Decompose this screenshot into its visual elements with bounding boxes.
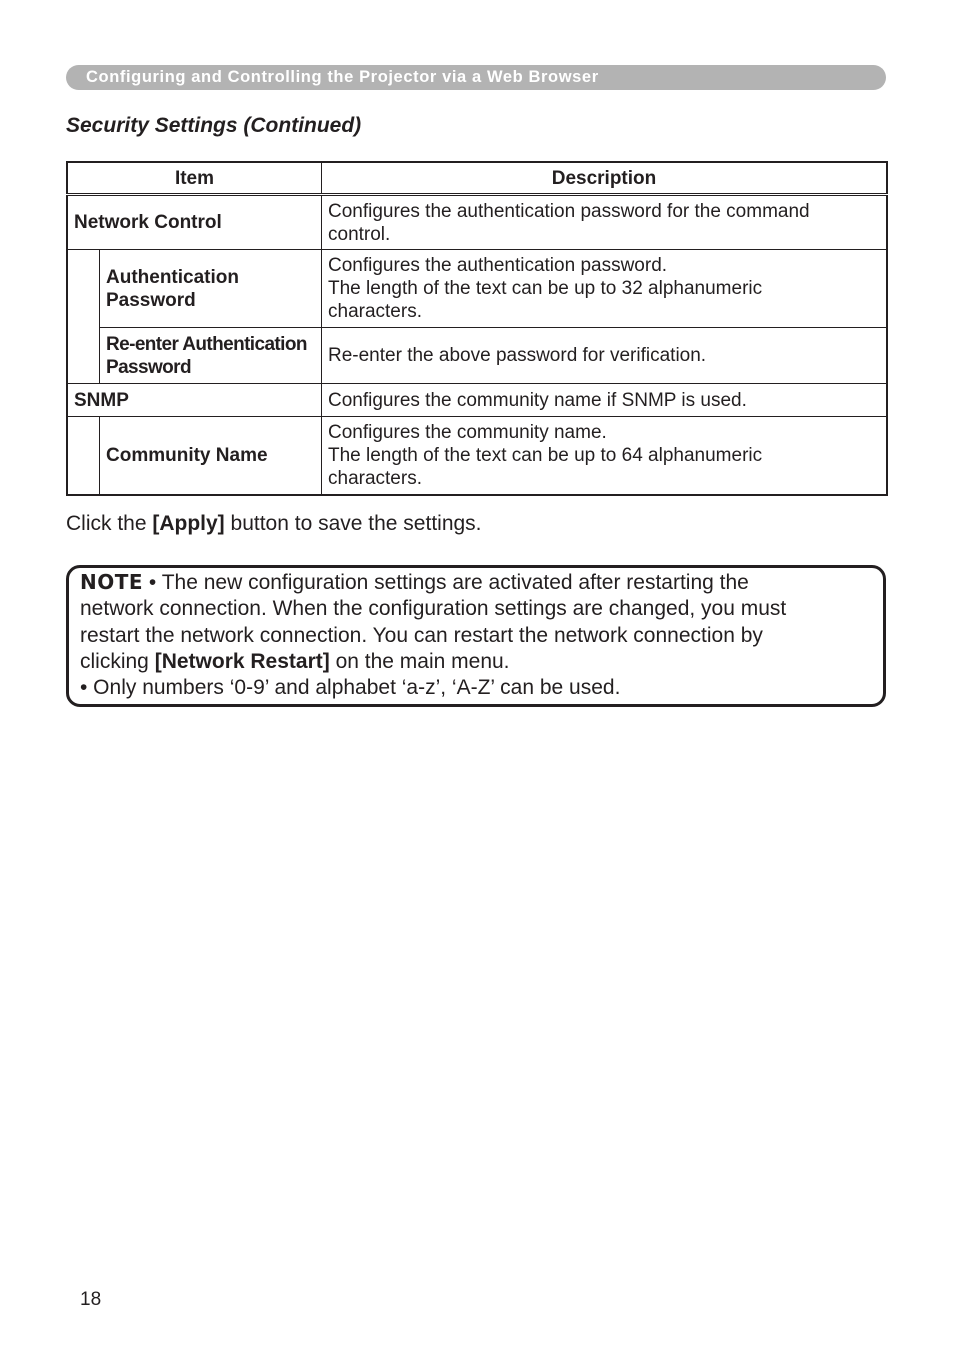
indent-cell <box>67 250 100 328</box>
note-box <box>66 565 886 707</box>
item-authentication-password <box>100 250 322 328</box>
desc-snmp <box>322 384 888 417</box>
table-row <box>67 384 887 417</box>
network-restart-reference: [Network Restart] <box>154 649 330 673</box>
desc-line: Configures the community name if SNMP is used. <box>328 389 747 411</box>
item-label-line: Authentication <box>106 266 239 288</box>
desc-line: The length of the text can be up to 64 alphanumeric <box>328 444 763 466</box>
note-line <box>80 569 880 596</box>
table-row <box>67 417 887 495</box>
desc-authentication-password <box>322 250 888 328</box>
item-reenter-authentication-password <box>100 328 322 384</box>
apply-instruction-suffix: button to save the settings. <box>224 512 482 535</box>
note-text: on the main menu. <box>329 649 510 673</box>
note-line: • Only numbers ‘0-9’ and alphabet ‘a-z’, ‘A-Z’ can be used. <box>80 676 621 700</box>
note-line <box>80 649 880 675</box>
desc-line: The length of the text can be up to 32 alphanumeric <box>328 278 763 299</box>
page-number: 18 <box>80 1289 102 1310</box>
apply-instruction <box>66 512 482 536</box>
desc-community-name <box>322 417 888 495</box>
apply-instruction-prefix: Click the <box>66 512 153 535</box>
column-header-item: Item <box>67 162 322 195</box>
desc-line: Configures the authentication password. <box>328 255 668 276</box>
note-text: clicking <box>80 649 155 673</box>
indent-cell <box>67 328 100 384</box>
desc-line: characters. <box>328 301 422 322</box>
note-line: restart the network connection. You can restart the network connection by <box>80 623 763 647</box>
desc-line: Re-enter the above password for verification. <box>328 345 707 366</box>
item-label-line: Password <box>106 356 191 378</box>
table-header-row <box>67 162 887 195</box>
table-row <box>67 250 887 328</box>
desc-line: characters. <box>328 467 422 489</box>
note-content <box>80 569 880 701</box>
item-community-name: Community Name <box>100 417 322 495</box>
note-text: • The new configuration settings are activated after restarting the <box>143 571 749 594</box>
item-label-line: Password <box>106 289 196 311</box>
desc-line: control. <box>328 223 391 245</box>
table-row <box>67 195 887 250</box>
section-header-text: Configuring and Controlling the Projector via a Web Browser <box>86 68 599 86</box>
apply-button-reference: [Apply] <box>152 512 225 535</box>
desc-line: Configures the authentication password for the command <box>328 200 810 222</box>
indent-cell <box>67 417 100 495</box>
note-line: network connection. When the configuration settings are changed, you must <box>80 597 787 621</box>
item-label-line: Re-enter Authentication <box>106 333 307 355</box>
column-header-description: Description <box>322 162 888 195</box>
page-title: Security Settings (Continued) <box>66 114 362 137</box>
settings-table <box>66 161 888 496</box>
note-label: NOTE <box>80 570 144 594</box>
desc-network-control <box>322 195 888 250</box>
desc-line: Configures the community name. <box>328 421 607 443</box>
desc-reenter-authentication-password <box>322 328 888 384</box>
section-header-banner <box>66 65 886 90</box>
item-network-control: Network Control <box>67 195 322 250</box>
table-row <box>67 328 887 384</box>
item-snmp: SNMP <box>67 384 322 417</box>
